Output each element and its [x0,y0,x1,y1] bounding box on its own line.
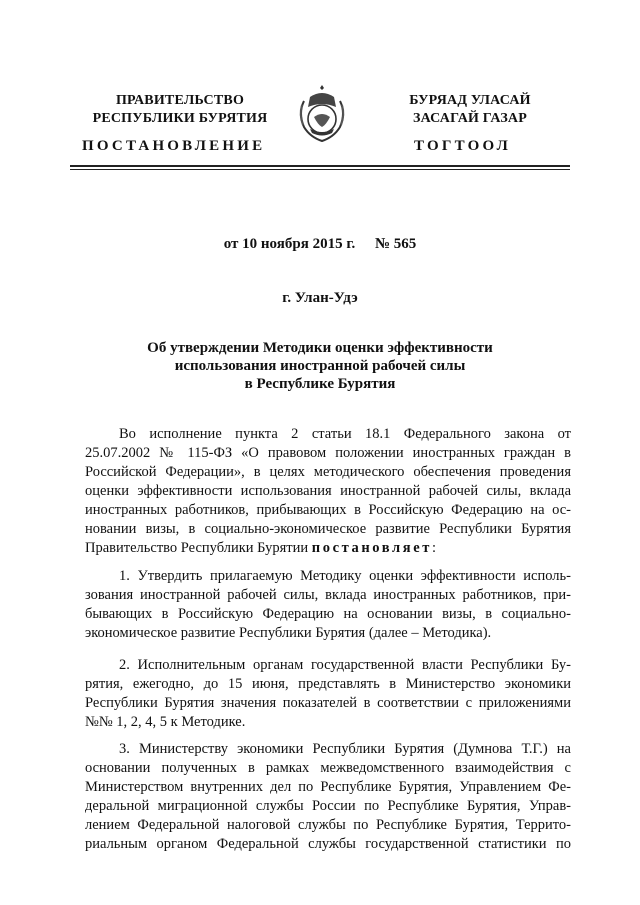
paragraph-line: Во исполнение пункта 2 статьи 18.1 Федерального закона от [119,426,571,442]
issuer-russian-line: РЕСПУБЛИКИ БУРЯТИЯ [92,111,268,126]
title-line: использования иностранной рабочей силы [174,358,466,374]
issuer-buryat [385,92,555,128]
date-number-line [0,236,640,253]
doc-type-buryat: ТОГТООЛ [414,138,511,154]
paragraph-line: оценки эффективности использования иностранной рабочей силы, вклада [85,483,571,499]
document-city: г. Улан-Удэ [282,290,358,306]
item-2-paragraph [85,656,571,732]
item-1-paragraph [85,567,571,643]
paragraph-line: иностранных работников, прибывающих в Российскую Федерацию на ос- [85,502,571,518]
paragraph-line: рятия, ежегодно, до 15 июня, представлять в Министерство экономики [85,676,571,692]
issuer-buryat-line: БУРЯАД УЛАСАЙ [409,93,531,108]
title-line: Об утверждении Методики оценки эффективности [147,340,493,356]
resolves-word: постановляет [311,540,432,556]
paragraph-line: 2. Исполнительным органам государственной власти Республики Бу- [119,657,571,673]
title-line: в Республике Бурятия [244,376,396,392]
buryatia-coat-of-arms-emblem [296,83,348,147]
paragraph-line: новании визы, в социально-экономическое развитие Республики Бурятия [85,521,571,537]
document-date: от 10 ноября 2015 г. [223,236,356,252]
header-divider-thin [70,169,570,170]
document-title [140,339,500,393]
paragraph-line: 1. Утвердить прилагаемую Методику оценки эффективности исполь- [119,568,571,584]
resolves-colon: : [431,540,437,556]
doc-type-russian: ПОСТАНОВЛЕНИЕ [82,138,266,154]
paragraph-line: риальным органом Федеральной службы государственной статистики по [85,836,571,852]
paragraph-line: лением Федеральной налоговой службы по Республике Бурятия, Террито- [85,817,571,833]
paragraph-line: 25.07.2002 № 115-ФЗ «О правовом положении иностранных граждан в [85,445,571,461]
paragraph-line: 3. Министерству экономики Республики Бурятия (Думнова Т.Г.) на [119,741,571,757]
issuer-russian [80,92,280,128]
paragraph-line: бывающих в Российскую Федерацию на основании визы, в социально- [85,606,571,622]
paragraph-line: Российской Федерации», в целях методического обеспечения проведения [85,464,571,480]
paragraph-line: зования иностранной рабочей силы, вклада иностранных работников, при- [85,587,571,603]
document-number: № 565 [374,236,417,252]
paragraph-line: №№ 1, 2, 4, 5 к Методике. [85,714,246,730]
header-divider-thick [70,165,570,167]
paragraph-line: экономическое развитие Республики Бурятия (далее – Методика). [85,625,492,641]
government-name: Правительство Республики Бурятии [85,540,309,556]
paragraph-line: Республики Бурятия значения показателей в соответствии с приложениями [85,695,571,711]
issuer-russian-line: ПРАВИТЕЛЬСТВО [115,93,245,108]
paragraph-line-resolution [85,539,571,558]
item-3-paragraph [85,740,571,854]
intro-paragraph [85,425,571,558]
issuer-buryat-line: ЗАСАГАЙ ГАЗАР [412,111,527,126]
paragraph-line: Министерством внутренних дел по Республике Бурятия, Управлением Фе- [85,779,571,795]
paragraph-line: основании полученных в рамках межведомственного взаимодействия с [85,760,571,776]
paragraph-line: деральной миграционной службы России по Республике Бурятия, Управ- [85,798,571,814]
